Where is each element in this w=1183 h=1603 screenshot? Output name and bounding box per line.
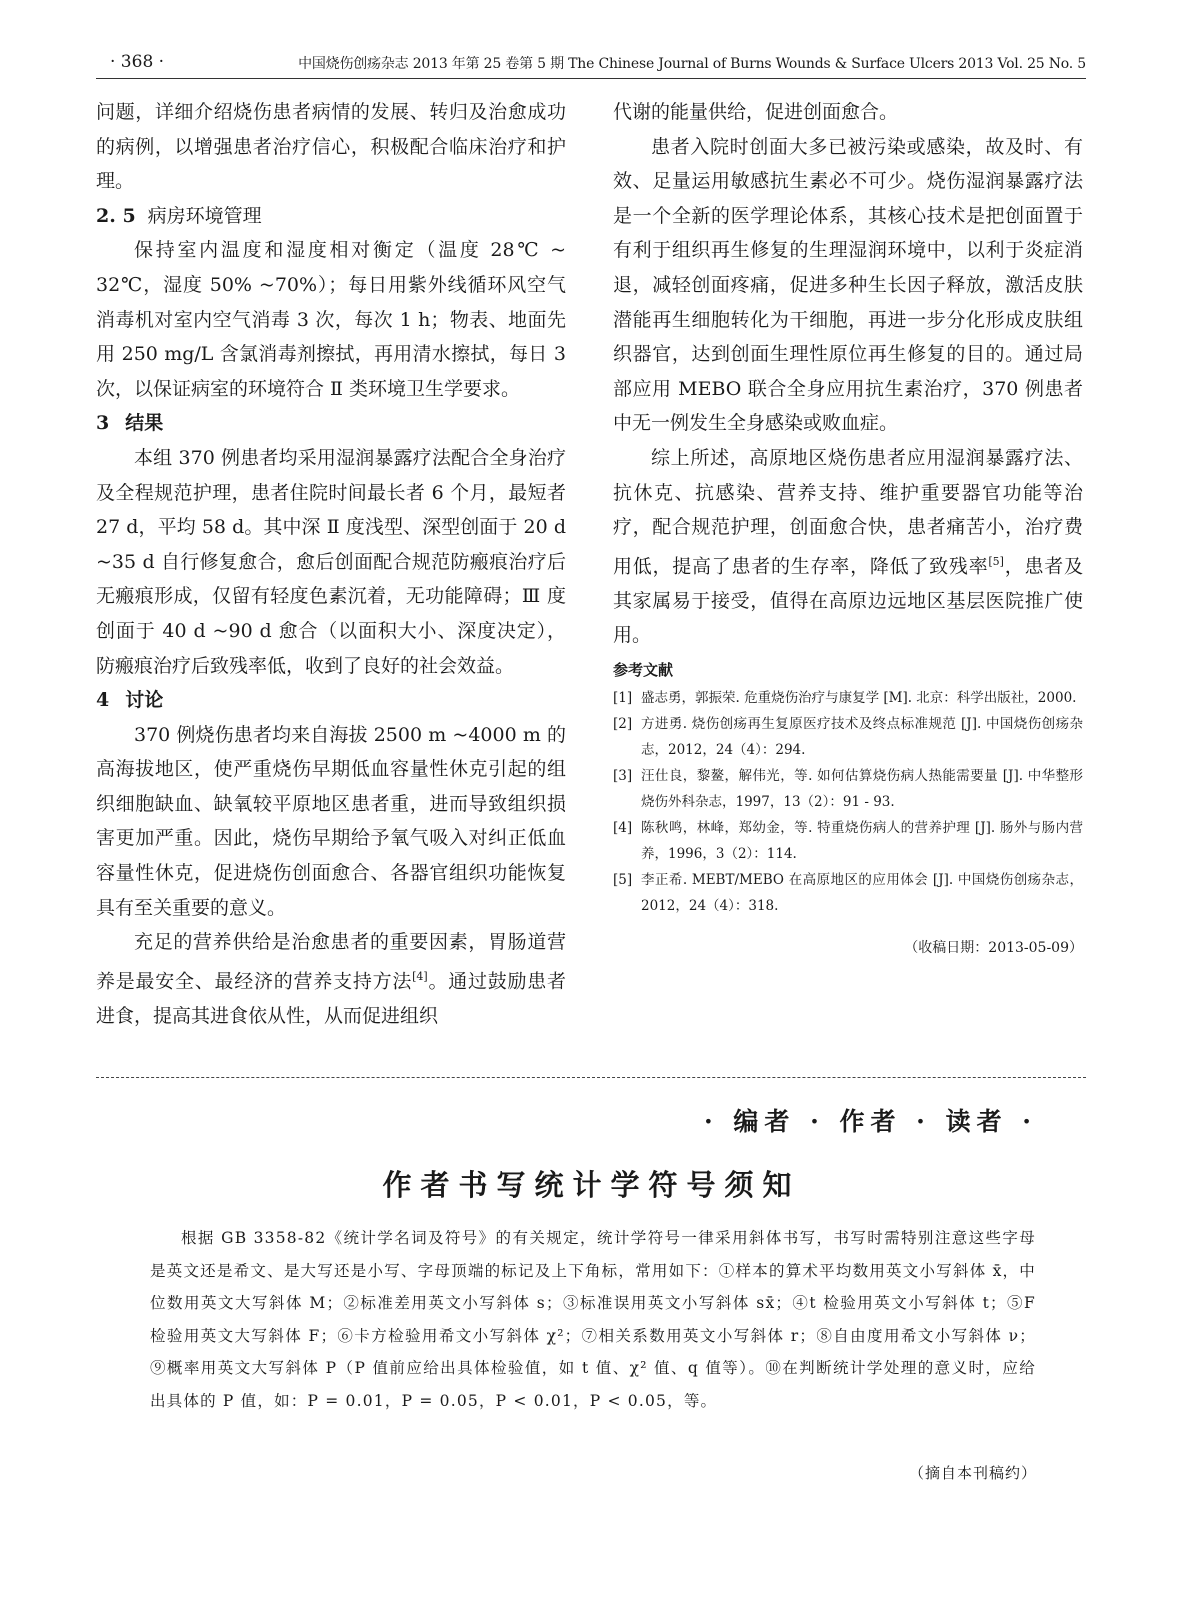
references-title: 参考文献 [613, 660, 674, 679]
column-label: · 编者 · 作者 · 读者 · [703, 1107, 1037, 1136]
reference-text: 方进勇. 烧伤创疡再生复原医疗技术及终点标准规范 [J]. 中国烧伤创疡杂志，2012，24（4）：294. [641, 715, 1083, 758]
paragraph: 代谢的能量供给，促进创面愈合。 [613, 101, 899, 123]
section-title: 结果 [125, 412, 164, 435]
section-number: 4 [96, 689, 110, 712]
notice-body: 根据 GB 3358-82《统计学名词及符号》的有关规定，统计学符号一律采用斜体书写，书写时需特别注意这些字母是英文还是希文、是大写还是小写、字母顶端的标记及上下角标，常用如下：①样本的算术平均数用英文小写斜体 x̄，中位数用英文大写斜体 M；②标准差用英文小写斜体 s；③标准误用英文小写斜体 sx̄；④t 检验用英文小写斜体 t；⑤F 检验用英文大写斜体 F；⑥卡方检验用希文小写斜体 χ²；⑦相关系数用英文小写斜体 r；⑧自由度用希文小写斜体 ν；⑨概率用英文大写斜体 P（P 值前应给出具体检验值，如 t 值、χ² 值、q 值等）。⑩在判断统计学处理的意义时，应给出具体的 P 值，如：P = 0.01，P = 0.05，P < 0.01，P < 0.05，等。 [150, 1229, 1036, 1410]
reference-text: 陈秋鸣，林峰，郑幼金，等. 特重烧伤病人的营养护理 [J]. 肠外与肠内营养，1996，3（2）：114. [641, 819, 1083, 862]
section-title: 病房环境管理 [147, 204, 262, 227]
citation: [4] [412, 969, 428, 983]
reference-number: [1] [613, 689, 633, 706]
paragraph-text: 充足的营养供给是治愈患者的重要因素，胃肠道营养是最安全、最经济的营养支持方法 [96, 931, 566, 993]
notice-source: （摘自本刊稿约） [908, 1464, 1037, 1482]
section-number: 2. 5 [96, 204, 136, 227]
running-title: 中国烧伤创疡杂志 2013 年第 25 卷第 5 期 The Chinese Journal of Burns Wounds & Surface Ulcers 2013 Vol. 25 No. 5 [298, 56, 1086, 72]
paragraph: 保持室内温度和湿度相对衡定（温度 28℃ ~ 32℃，湿度 50% ~70%）；每日用紫外线循环风空气消毒机对室内空气消毒 3 次，每次 1 h；物表、地面先用 250 mg/L 含氯消毒剂擦拭，再用清水擦拭，每日 3 次，以保证病室的环境符合 Ⅱ 类环境卫生学要求。 [96, 239, 566, 400]
reference-item [613, 711, 1083, 763]
paragraph: 问题，详细介绍烧伤患者病情的发展、转归及治愈成功的病例，以增强患者治疗信心，积极配合临床治疗和护理。 [96, 101, 566, 193]
reference-text: 盛志勇，郭振荣. 危重烧伤治疗与康复学 [M]. 北京：科学出版社，2000. [641, 689, 1077, 706]
citation: [5] [988, 554, 1004, 568]
paragraph: 患者入院时创面大多已被污染或感染，故及时、有效、足量运用敏感抗生素必不可少。烧伤湿润暴露疗法是一个全新的医学理论体系，其核心技术是把创面置于有利于组织再生修复的生理湿润环境中，以利于炎症消退，减轻创面疼痛，促进多种生长因子释放，激活皮肤潜能再生细胞转化为干细胞，再进一步分化形成皮肤组织器官，达到创面生理性原位再生修复的目的。通过局部应用 MEBO 联合全身应用抗生素治疗，370 例患者中无一例发生全身感染或败血症。 [613, 135, 1083, 435]
reference-item [613, 867, 1083, 919]
paragraph: 本组 370 例患者均采用湿润暴露疗法配合全身治疗及全程规范护理，患者住院时间最长者 6 个月，最短者 27 d，平均 58 d。其中深 Ⅱ 度浅型、深型创面于 20 d ~35 d 自行修复愈合，愈后创面配合规范防瘢痕治疗后无瘢痕形成，仅留有轻度色素沉着，无功能障碍；Ⅲ 度创面于 40 d ~90 d 愈合（以面积大小、深度决定），防瘢痕治疗后致残率低，收到了良好的社会效益。 [96, 446, 566, 677]
reference-list [613, 685, 1083, 919]
reference-text: 汪仕良，黎鳌，解伟光，等. 如何估算烧伤病人热能需要量 [J]. 中华整形烧伤外科杂志，1997，13（2）：91 - 93. [641, 767, 1083, 810]
page-number: · 368 · [110, 52, 165, 72]
left-column [96, 95, 566, 1033]
reference-text: 李正希. MEBT/MEBO 在高原地区的应用体会 [J]. 中国烧伤创疡杂志，2012，24（4）：318. [641, 871, 1083, 914]
reference-number: [5] [613, 871, 633, 888]
reference-item [613, 763, 1083, 815]
running-header [96, 50, 1086, 79]
right-column [613, 95, 1083, 961]
section-divider [96, 1077, 1086, 1078]
paragraph: 370 例烧伤患者均来自海拔 2500 m ~4000 m 的高海拔地区，使严重烧伤早期低血容量性休克引起的组织细胞缺血、缺氧较平原地区患者重，进而导致组织损害更加严重。因此，烧伤早期给予氧气吸入对纠正低血容量性休克，促进烧伤创面愈合、各器官组织功能恢复具有至关重要的意义。 [96, 723, 566, 919]
paragraph [96, 925, 566, 1033]
received-date: （收稿日期：2013-05-09） [904, 939, 1083, 956]
section-heading [96, 683, 566, 718]
section-heading [96, 199, 566, 234]
section-heading [96, 406, 566, 441]
reference-number: [3] [613, 767, 633, 784]
paragraph-text: 综上所述，高原地区烧伤患者应用湿润暴露疗法、抗休克、抗感染、营养支持、维护重要器官功能等治疗，配合规范护理，创面愈合快，患者痛苦小，治疗费用低，提高了患者的生存率，降低了致残率 [613, 446, 1083, 578]
paragraph-text: ，患者及其家属易于接受，值得在高原边远地区基层医院推广使用。 [613, 555, 1083, 647]
reference-item [613, 685, 1083, 711]
paragraph-text: 。通过鼓励患者进食，提高其进食依从性，从而促进组织 [96, 970, 566, 1027]
paragraph [613, 441, 1083, 653]
reference-number: [4] [613, 819, 633, 836]
reference-number: [2] [613, 715, 633, 732]
notice-title: 作者书写统计学符号须知 [382, 1168, 801, 1202]
section-number: 3 [96, 412, 110, 435]
reference-item [613, 815, 1083, 867]
section-title: 讨论 [125, 689, 164, 712]
